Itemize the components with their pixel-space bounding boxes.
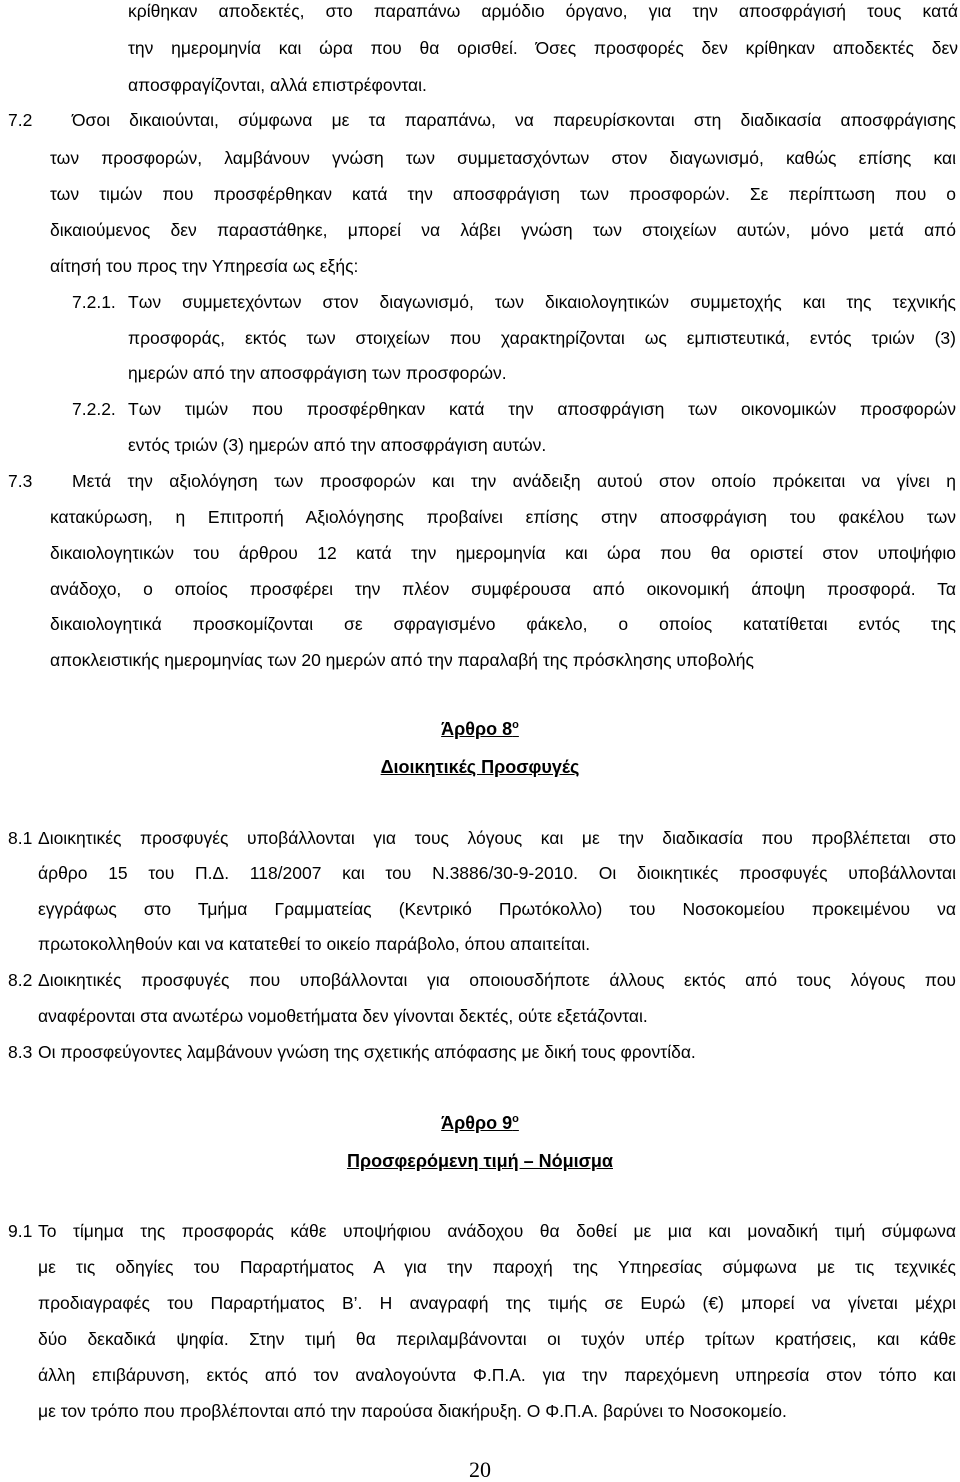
section-number: 7.2.1.: [72, 292, 116, 312]
section-number: 8.3: [8, 1042, 33, 1062]
text-line: Διοικητικές προσφυγές υποβάλλονται για τους λόγους και με την διαδικασία που προβλέπεται στο: [38, 828, 956, 848]
page-number: 20: [469, 1457, 491, 1482]
text-line: με τον τρόπο που προβλέπονται από την παρούσα διακήρυξη. Ο Φ.Π.Α. βαρύνει το Νοσοκομείο.: [38, 1401, 787, 1421]
text-line: αποσφραγίζονται, αλλά επιστρέφονται.: [128, 75, 427, 95]
section-number: 9.1: [8, 1221, 33, 1241]
text-line: των τιμών που προσφέρθηκαν κατά την αποσφράγιση των προσφορών. Σε περίπτωση που ο: [50, 184, 956, 204]
section-number: 8.1: [8, 828, 33, 848]
article-9-title: [0, 1112, 960, 1134]
text-line: με τις οδηγίες του Παραρτήματος Α για την παροχή της Υπηρεσίας σύμφωνα με τις τεχνικές: [38, 1257, 956, 1277]
text-line: Των τιμών που προσφέρθηκαν κατά την αποσφράγιση των οικονομικών προσφορών: [128, 399, 956, 419]
section-number: 7.2.2.: [72, 399, 116, 419]
text-line: κατακύρωση, η Επιτροπή Αξιολόγησης προβαίνει επίσης στην αποσφράγιση του φακέλου των: [50, 507, 956, 527]
text-line: δικαιολογητικών του άρθρου 12 κατά την ημερομηνία και ώρα που θα οριστεί στον υποψήφιο: [50, 543, 956, 563]
section-number: 7.2: [8, 110, 33, 130]
text-line: Όσοι δικαιούνται, σύμφωνα με τα παραπάνω, να παρευρίσκονται στη διαδικασία αποσφράγισης: [72, 110, 956, 130]
text-line: κρίθηκαν αποδεκτές, στο παραπάνω αρμόδιο όργανο, για την αποσφράγισή τους κατά: [128, 1, 958, 21]
text-line: των προσφορών, λαμβάνουν γνώση των συμμετασχόντων στον διαγωνισμό, καθώς επίσης και: [50, 148, 956, 168]
section-number: 8.2: [8, 970, 33, 990]
article-8-title: [0, 718, 960, 740]
article-9-subtitle: Προσφερόμενη τιμή – Νόμισμα: [346, 1151, 613, 1171]
text-line: προσφοράς, εκτός των στοιχείων που χαρακτηρίζονται ως εμπιστευτικά, εντός τριών (3): [128, 328, 956, 348]
article-8-subtitle: Διοικητικές Προσφυγές: [380, 757, 580, 777]
text-line: αίτησή του προς την Υπηρεσία ως εξής:: [50, 256, 359, 276]
article-title-text: Άρθρο 9: [441, 1113, 513, 1133]
text-line: ημερών από την αποσφράγιση των προσφορών.: [128, 363, 507, 383]
text-line: προδιαγραφές του Παραρτήματος Β’. Η αναγραφή της τιμής σε Ευρώ (€) μπορεί να γίνεται μέχρι: [38, 1293, 956, 1313]
article-title-text: Άρθρο 8: [441, 719, 513, 739]
text-line: άρθρο 15 του Π.Δ. 118/2007 και του Ν.3886/30-9-2010. Οι διοικητικές προσφυγές υποβάλλονται: [38, 863, 956, 883]
text-line: Των συμμετεχόντων στον διαγωνισμό, των δικαιολογητικών συμμετοχής και της τεχνικής: [128, 292, 956, 312]
ordinal-superscript: ο: [512, 719, 519, 731]
ordinal-superscript: ο: [512, 1113, 519, 1125]
text-line: εντός τριών (3) ημερών από την αποσφράγιση αυτών.: [128, 435, 547, 455]
text-line: εγγράφως στο Τμήμα Γραμματείας (Κεντρικό Πρωτόκολλο) του Νοσοκομείου προκειμένου να: [38, 899, 956, 919]
text-line: την ημερομηνία και ώρα που θα ορισθεί. Όσες προσφορές δεν κρίθηκαν αποδεκτές δεν: [128, 38, 958, 58]
text-line: δικαιολογητικά προσκομίζονται σε σφραγισμένο φάκελο, ο οποίος κατατίθεται εντός της: [50, 614, 956, 634]
text-line: δύο δεκαδικά ψηφία. Στην τιμή θα περιλαμβάνονται οι τυχόν υπέρ τρίτων κρατήσεις, και κάθε: [38, 1329, 956, 1349]
text-line: ανάδοχο, ο οποίος προσφέρει την πλέον συμφέρουσα από οικονομική άποψη προσφορά. Τα: [50, 579, 956, 599]
text-line: πρωτοκολληθούν και να κατατεθεί το οικείο παράβολο, όπου απαιτείται.: [38, 934, 591, 954]
text-line: Διοικητικές προσφυγές που υποβάλλονται για οποιουσδήποτε άλλους εκτός από τους λόγους που: [38, 970, 956, 990]
text-line: Μετά την αξιολόγηση των προσφορών και την ανάδειξη αυτού στον οποίο πρόκειται να γίνει η: [72, 471, 956, 491]
text-line: Το τίμημα της προσφοράς κάθε υποψήφιου ανάδοχου θα δοθεί με μια και μοναδική τιμή σύμφωνα: [38, 1221, 956, 1241]
text-line: αποκλειστικής ημερομηνίας των 20 ημερών από την παραλαβή της πρόσκλησης υποβολής: [50, 650, 754, 670]
text-line: δικαιούμενος δεν παραστάθηκε, μπορεί να λάβει γνώση των στοιχείων αυτών, μόνο μετά από: [50, 220, 956, 240]
text-line: άλλη επιβάρυνση, εκτός από τον αναλογούντα Φ.Π.Α. για την παρεχόμενη υπηρεσία στον τόπο και: [38, 1365, 956, 1385]
text-line: αναφέρονται στα ανωτέρω νομοθετήματα δεν γίνονται δεκτές, ούτε εξετάζονται.: [38, 1006, 648, 1026]
text-line: Οι προσφεύγοντες λαμβάνουν γνώση της σχετικής απόφασης με δική τους φροντίδα.: [38, 1042, 696, 1062]
section-number: 7.3: [8, 471, 33, 491]
